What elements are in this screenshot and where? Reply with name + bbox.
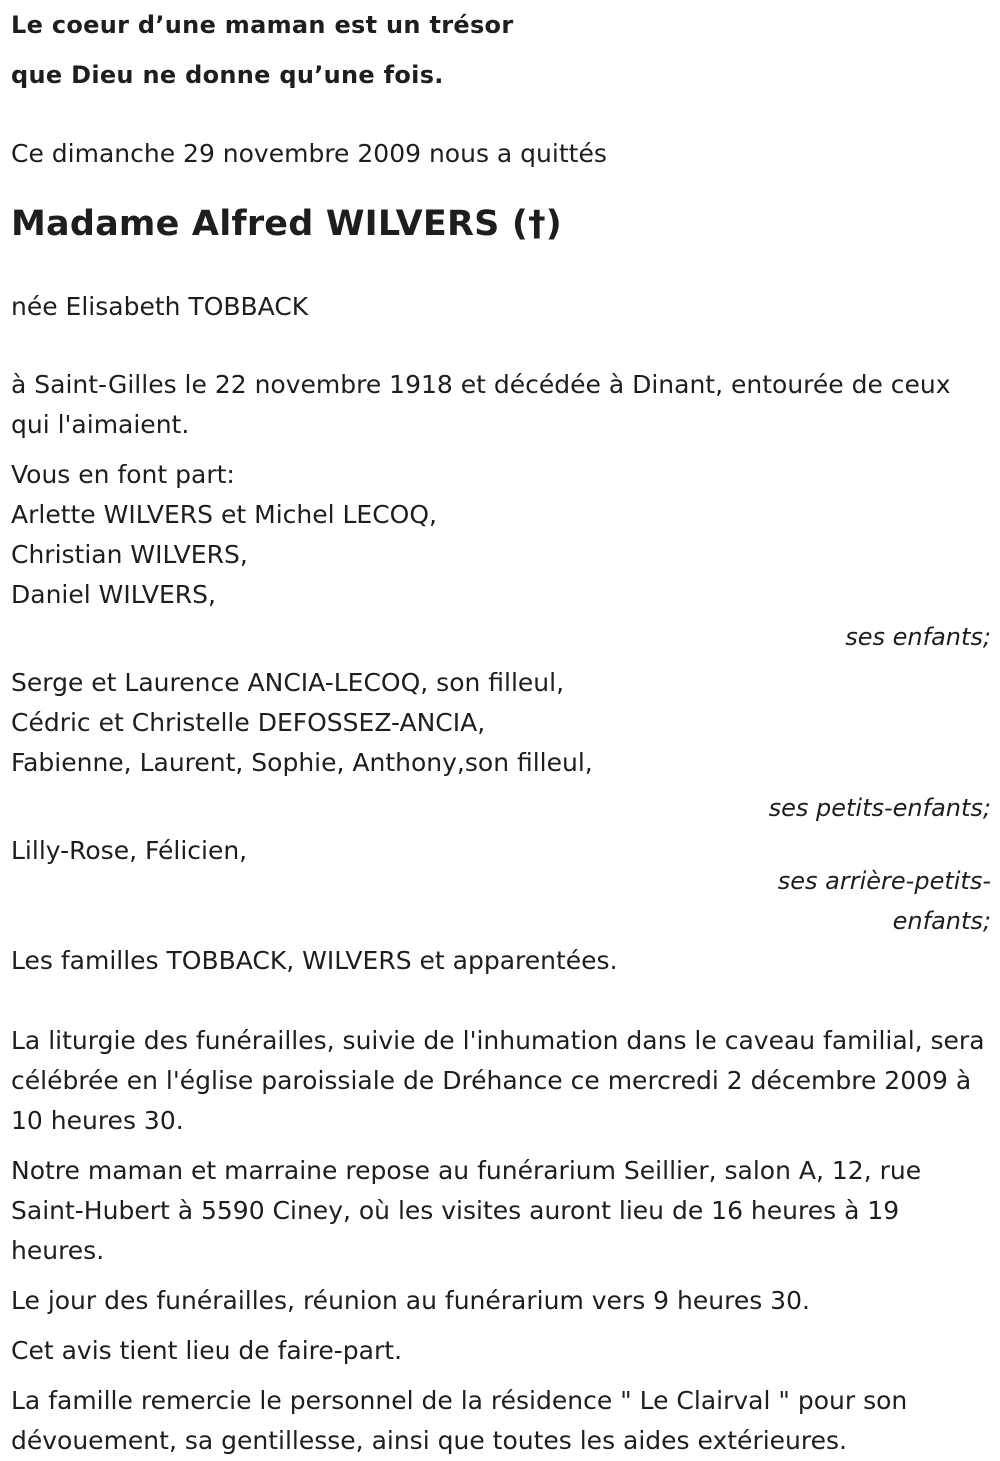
- child-name: Arlette WILVERS et Michel LECOQ,: [11, 500, 437, 529]
- liturgy-paragraph: La liturgie des funérailles, suivie de l'inhumation dans le caveau familial, sera célébrée en l'église paroissiale de Dréhance ce mercredi 2 décembre 2009 à 10 heures 30.: [11, 1026, 985, 1135]
- death-intro: Ce dimanche 29 novembre 2009 nous a quittés: [11, 139, 607, 168]
- notice-paragraph: Cet avis tient lieu de faire-part.: [11, 1336, 403, 1365]
- children-relation: ses enfants;: [845, 623, 991, 651]
- birth-death-info: à Saint-Gilles le 22 novembre 1918 et décédée à Dinant, entourée de ceux qui l'aimaient.: [11, 370, 951, 439]
- obituary-notice: [11, 0, 991, 1461]
- quote-line-1: Le coeur d’une maman est un trésor: [11, 11, 514, 39]
- maiden-name: née Elisabeth TOBBACK: [11, 292, 309, 321]
- announcement-section: [11, 455, 991, 981]
- grandchild-name: Serge et Laurence ANCIA-LECOQ, son filleul,: [11, 668, 565, 697]
- announcement-heading: Vous en font part:: [11, 460, 235, 489]
- child-name: Daniel WILVERS,: [11, 580, 216, 609]
- grandchildren-relation: ses petits-enfants;: [768, 794, 991, 822]
- thanks-paragraph: La famille remercie le personnel de la résidence " Le Clairval " pour son dévouement, sa gentillesse, ainsi que toutes les aides extérieures.: [11, 1386, 908, 1455]
- quote-line-2: que Dieu ne donne qu’une fois.: [11, 61, 444, 89]
- meeting-paragraph: Le jour des funérailles, réunion au funérarium vers 9 heures 30.: [11, 1286, 810, 1315]
- grandchild-name: Cédric et Christelle DEFOSSEZ-ANCIA,: [11, 708, 486, 737]
- families-line: Les familles TOBBACK, WILVERS et apparentées.: [11, 946, 618, 975]
- great-grandchildren-relation: ses arrière-petits-enfants;: [777, 867, 991, 935]
- deceased-name: Madame Alfred WILVERS (†): [11, 204, 563, 244]
- grandchild-name: Fabienne, Laurent, Sophie, Anthony,son filleul,: [11, 748, 593, 777]
- child-name: Christian WILVERS,: [11, 540, 248, 569]
- memorial-quote: [11, 0, 991, 100]
- great-grandchild-name: Lilly-Rose, Félicien,: [11, 836, 248, 865]
- repose-paragraph: Notre maman et marraine repose au funérarium Seillier, salon A, 12, rue Saint-Hubert à 5590 Ciney, où les visites auront lieu de 16 heures à 19 heures.: [11, 1156, 922, 1265]
